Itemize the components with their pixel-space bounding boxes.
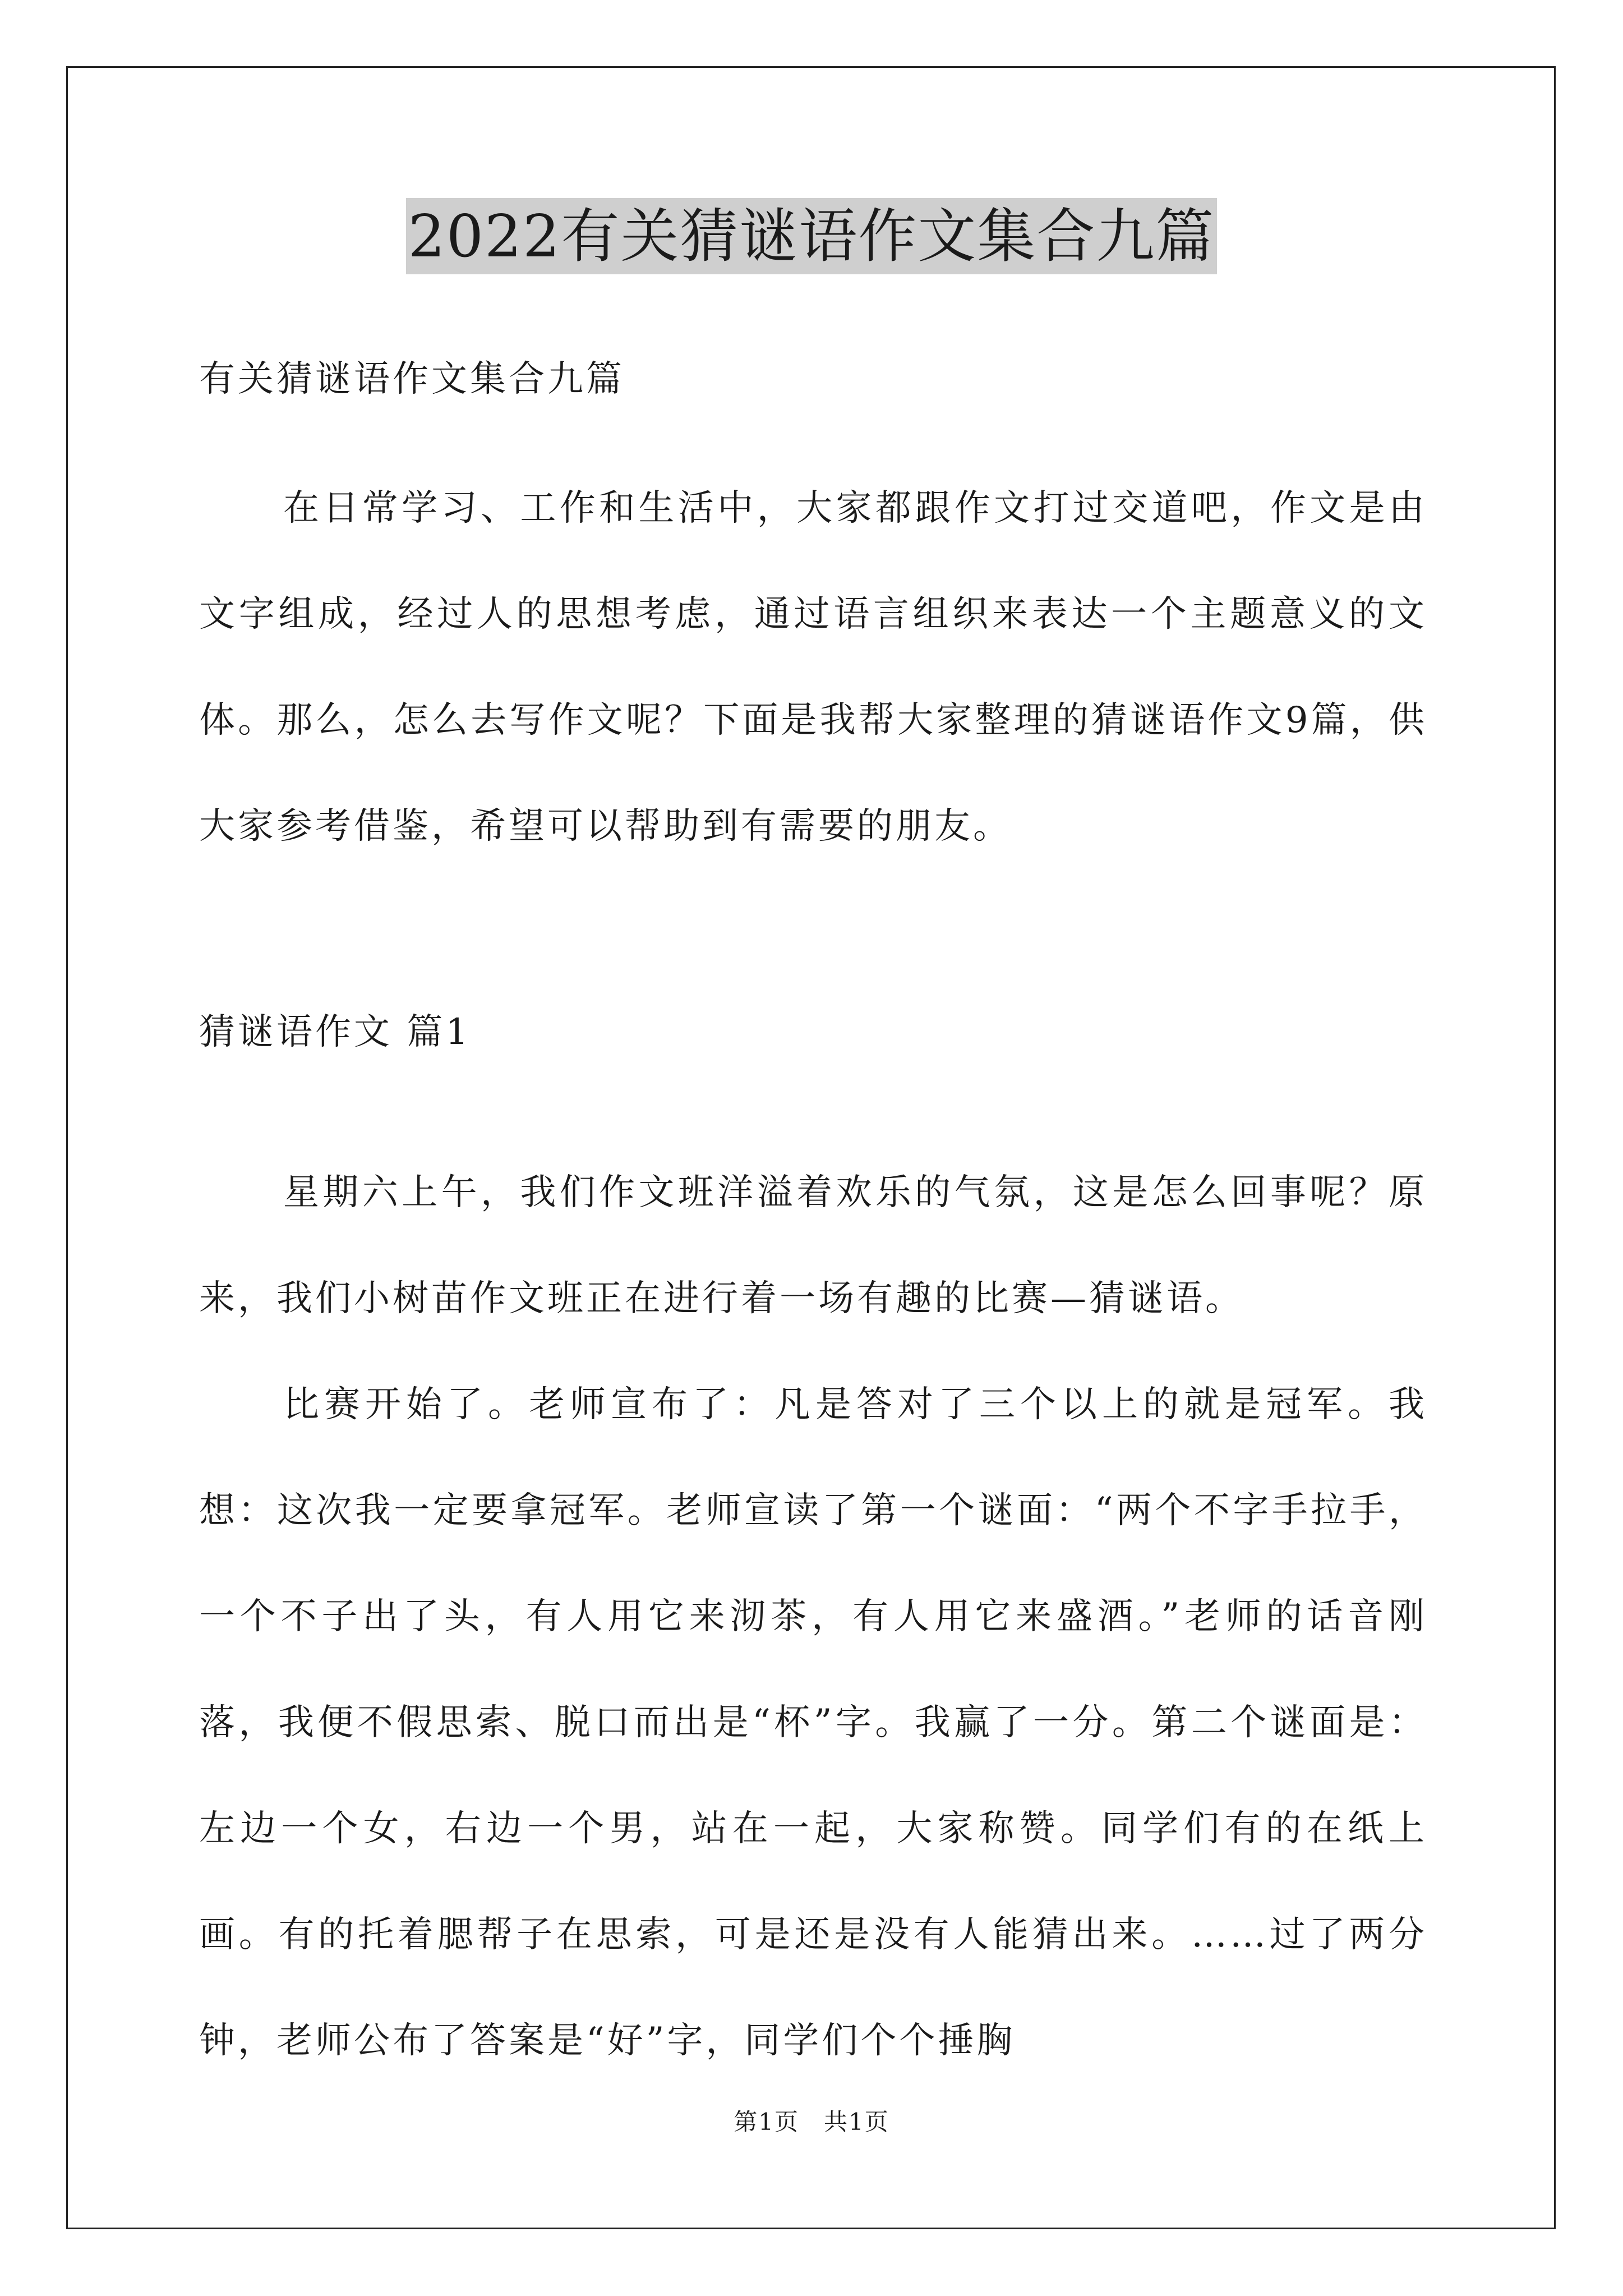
section-paragraph: 比赛开始了。老师宣布了：凡是答对了三个以上的就是冠军。我想：这次我一定要拿冠军。老师宣读了第一个谜面：“两个不字手拉手，一个不子出了头，有人用它来沏茶，有人用它来盛酒。”老师的话音刚落，我便不假思索、脱口而出是“杯”字。我赢了一分。第二个谜面是：左边一个女，右边一个男，站在一起，大家称赞。同学们有的在纸上画。有的托着腮帮子在思索，可是还是没有人能猜出来。……过了两分钟，老师公布了答案是“好”字，同学们个个捶胸 [199,1384,1427,2062]
document-body [199,303,1427,2094]
section-paragraph: 星期六上午，我们作文班洋溢着欢乐的气氛，这是怎么回事呢？原来，我们小树苗作文班正在进行着一场有趣的比赛—猜谜语。 [199,1172,1427,1319]
title-container [0,198,1623,274]
document-subtitle: 有关猜谜语作文集合九篇 [199,358,625,400]
document-title: 2022有关猜谜语作文集合九篇 [406,198,1218,274]
page-footer: 第1页 共1页 [734,2108,889,2136]
section-title: 猜谜语作文 篇1 [199,1011,472,1053]
intro-paragraph: 在日常学习、工作和生活中，大家都跟作文打过交道吧，作文是由文字组成，经过人的思想考虑，通过语言组织来表达一个主题意义的文体。那么，怎么去写作文呢？下面是我帮大家整理的猜谜语作文9篇，供大家参考借鉴，希望可以帮助到有需要的朋友。 [199,487,1427,847]
